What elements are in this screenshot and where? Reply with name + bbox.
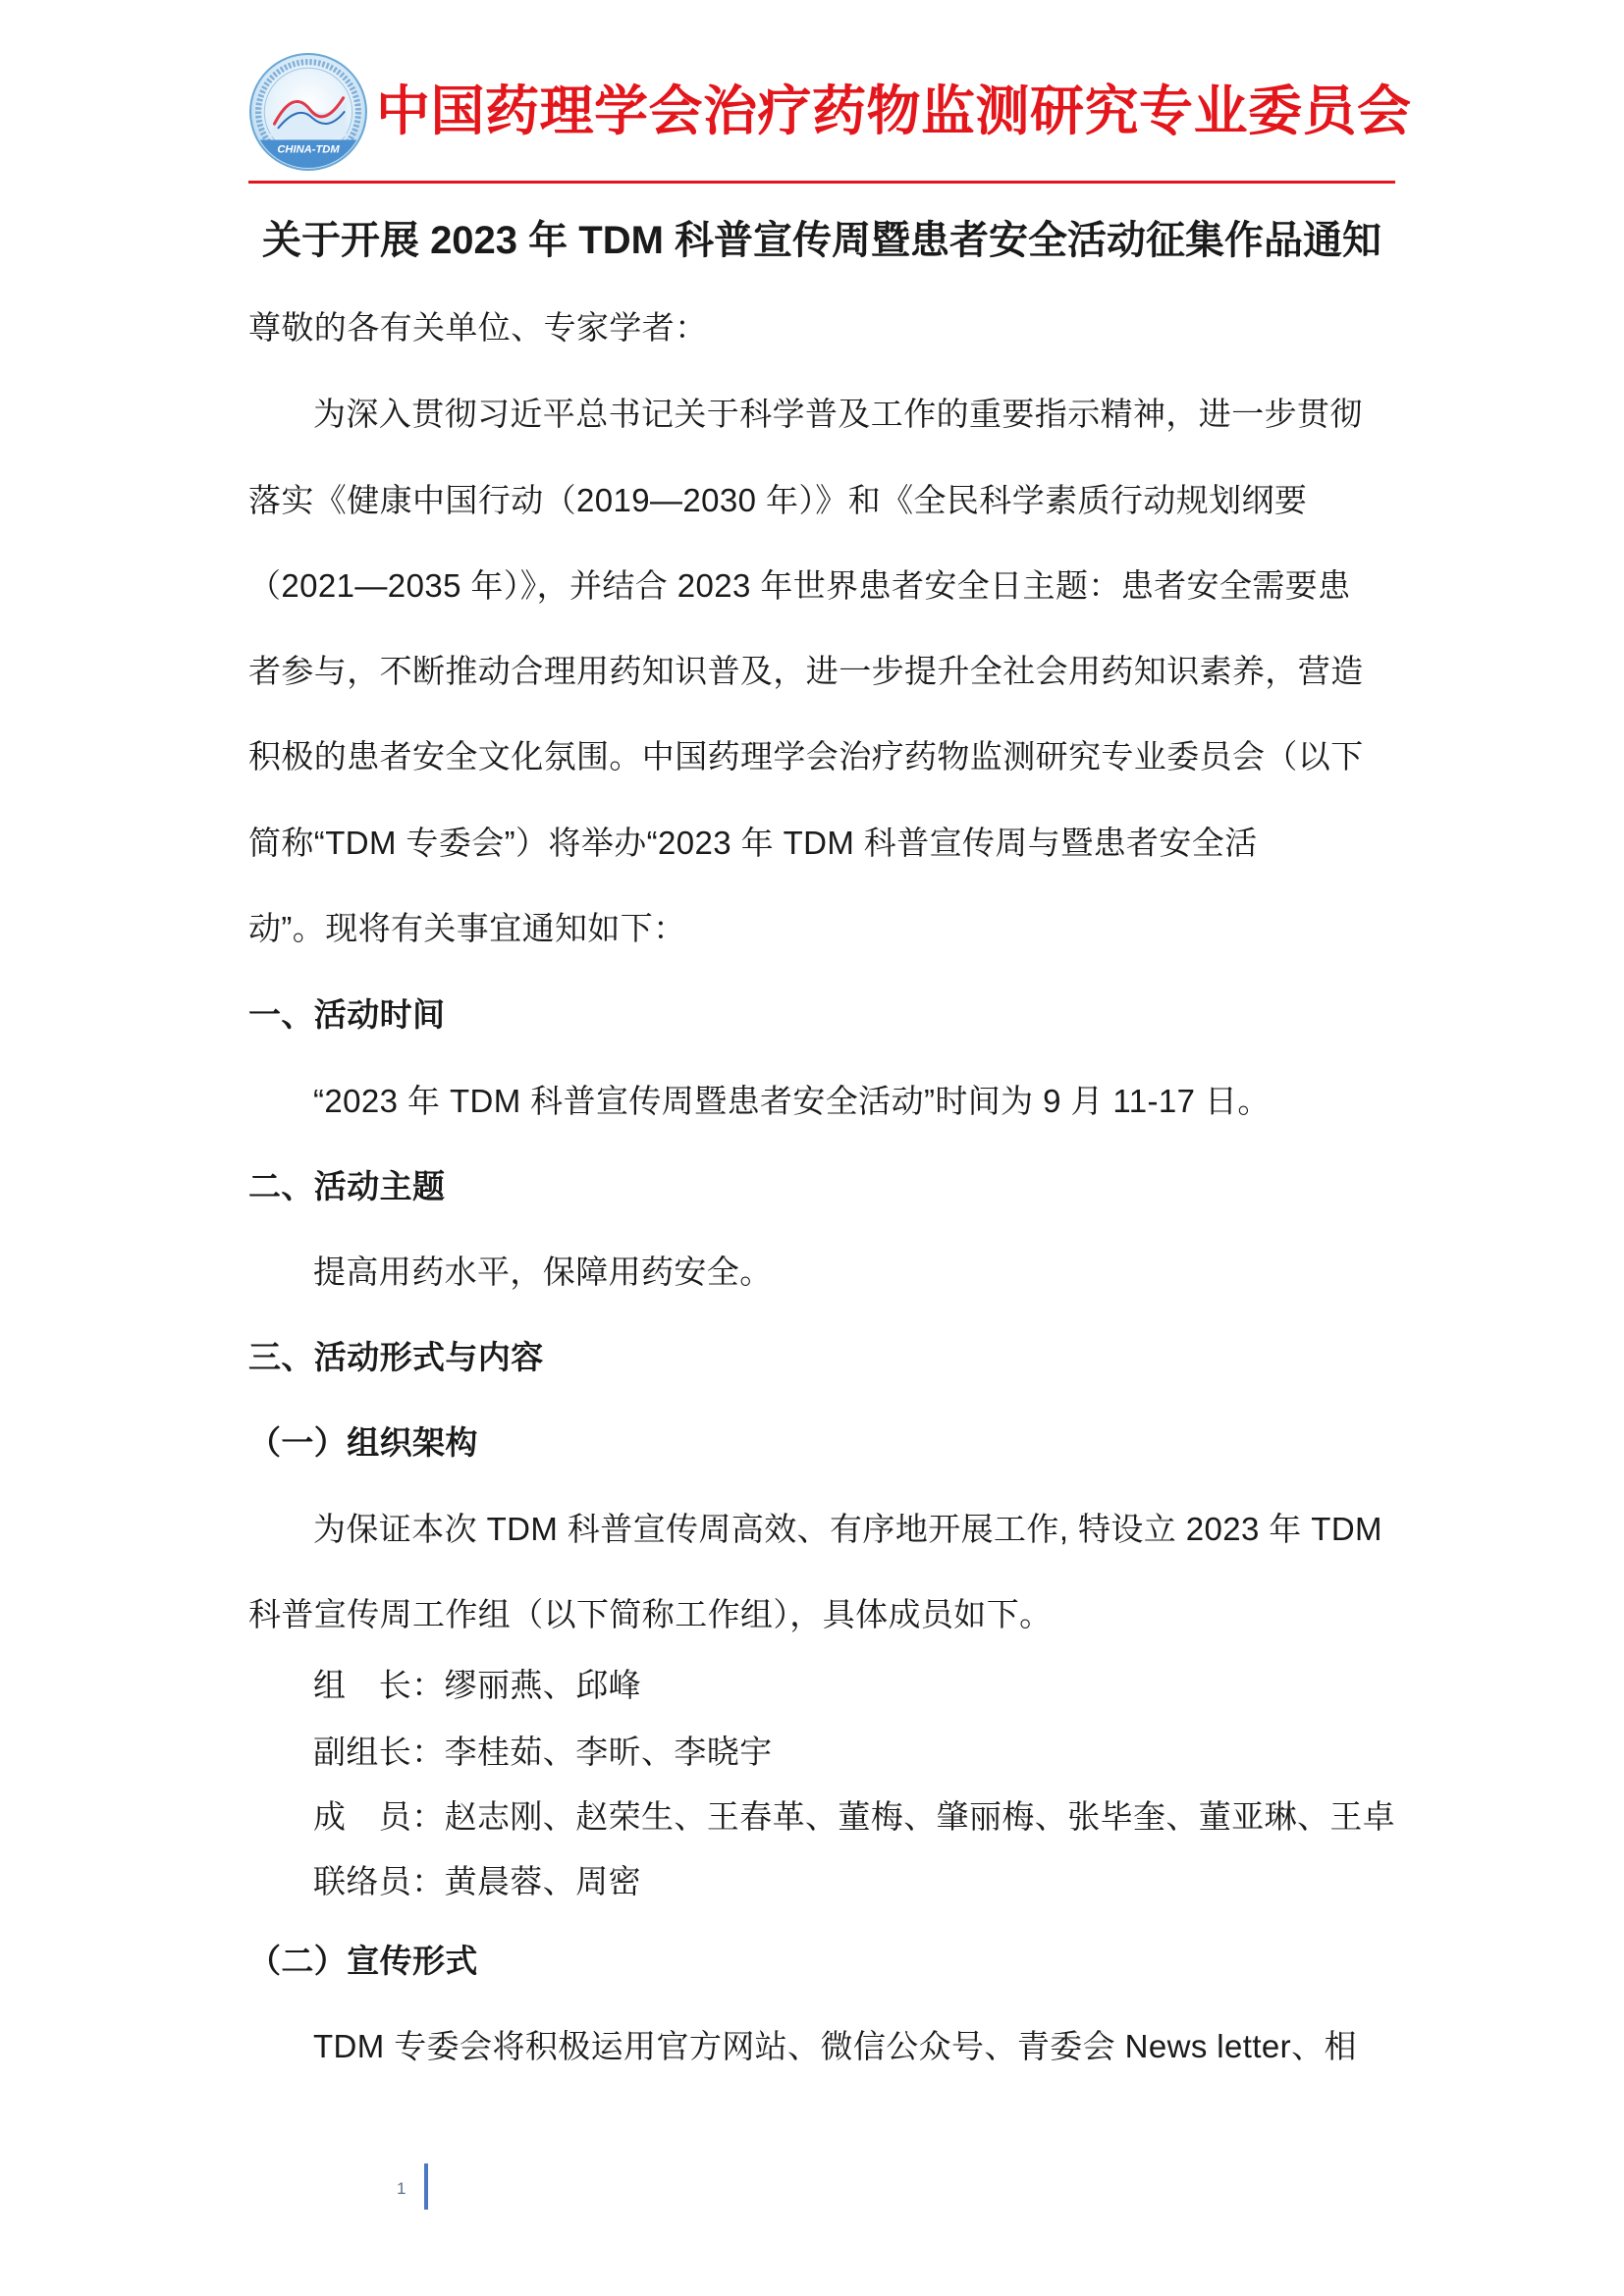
member-names: 黄晨蓉、周密 [444, 1863, 642, 1899]
committee-logo-icon [248, 52, 368, 172]
publicity-text: TDM 专委会将积极运用官方网站、微信公众号、青委会 News letter、相 [313, 2028, 1357, 2064]
intro-line: 为深入贯彻习近平总书记关于科学普及工作的重要指示精神，进一步贯彻 [313, 396, 1363, 432]
member-names: 李桂茹、李昕、李晓宇 [444, 1734, 773, 1770]
section-time-text: “2023 年 TDM 科普宣传周暨患者安全活动”时间为 9 月 11-17 日。 [313, 1083, 1271, 1119]
organization-text: 科普宣传周工作组（以下简称工作组），具体成员如下。 [248, 1596, 1053, 1632]
section-theme-text: 提高用药水平，保障用药安全。 [313, 1254, 773, 1290]
header-divider [248, 181, 1395, 184]
intro-line: 动”。现将有关事宜通知如下： [248, 910, 686, 946]
organization-text: 为保证本次 TDM 科普宣传周高效、有序地开展工作, 特设立 2023 年 TDM [313, 1511, 1382, 1547]
member-row-leader [313, 1664, 641, 1707]
section-heading-theme: 二、活动主题 [248, 1168, 446, 1204]
salutation: 尊敬的各有关单位、专家学者： [248, 309, 708, 346]
member-role: 副组长： [313, 1734, 445, 1770]
member-row-deputy [313, 1731, 773, 1774]
page-number: 1 [397, 2179, 406, 2198]
intro-line: 积极的患者安全文化氛围。中国药理学会治疗药物监测研究专业委员会（以下 [248, 738, 1364, 774]
logo-caption: CHINA-TDM [277, 143, 340, 156]
organization-name: 中国药理学会治疗药物监测研究专业委员会 [376, 80, 1412, 141]
footer-bar [424, 2163, 428, 2210]
member-role: 联络员： [313, 1863, 445, 1899]
member-names: 缪丽燕、邱峰 [444, 1667, 642, 1703]
intro-line: 者参与，不断推动合理用药知识普及，进一步提升全社会用药知识素养，营造 [248, 653, 1364, 689]
intro-line: 简称“TDM 专委会”）将举办“2023 年 TDM 科普宣传周与暨患者安全活 [248, 825, 1258, 861]
member-names: 赵志刚、赵荣生、王春革、董梅、肇丽梅、张毕奎、董亚琳、王卓 [444, 1798, 1396, 1835]
intro-line: （2021—2035 年）》，并结合 2023 年世界患者安全日主题：患者安全需要患 [248, 567, 1351, 604]
logo-graphic [248, 52, 368, 172]
member-row-liaison [313, 1860, 641, 1903]
section-heading-time: 一、活动时间 [248, 996, 446, 1033]
member-role: 组 长： [313, 1667, 445, 1703]
subsection-heading-publicity: （二）宣传形式 [248, 1943, 478, 1979]
intro-line: 落实《健康中国行动（2019—2030 年）》和《全民科学素质行动规划纲要 [248, 482, 1308, 518]
section-heading-format: 三、活动形式与内容 [248, 1339, 544, 1375]
document-title: 关于开展 2023 年 TDM 科普宣传周暨患者安全活动征集作品通知 [261, 219, 1382, 262]
subsection-heading-organization: （一）组织架构 [248, 1424, 478, 1461]
member-row-members [313, 1795, 1395, 1839]
member-role: 成 员： [313, 1798, 445, 1835]
